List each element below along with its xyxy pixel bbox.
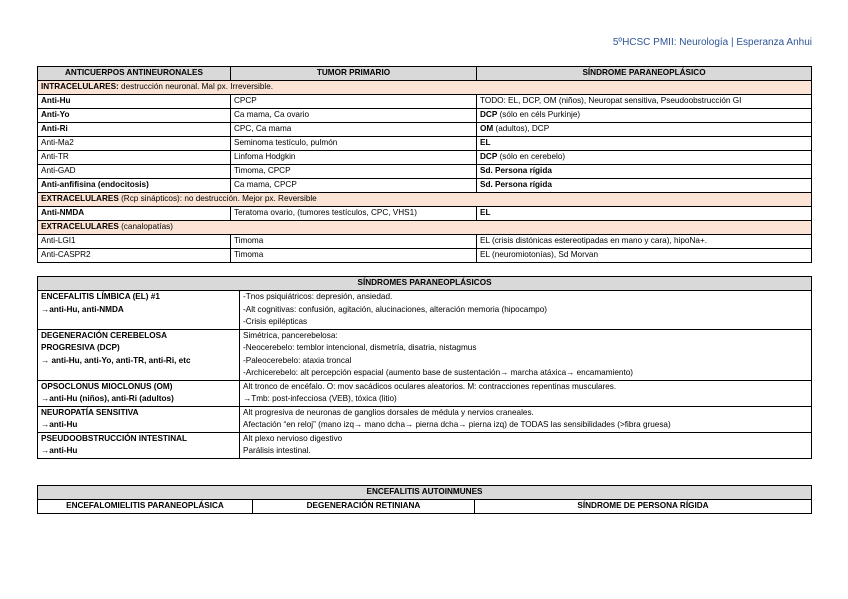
section-label: EXTRACELULARES: [41, 194, 119, 203]
table-row: [38, 109, 812, 123]
syndrome-desc-line: →Tmb: post-infecciosa (VEB), tóxica (litio): [243, 394, 397, 403]
syndrome-desc-line: -Paleocerebelo: ataxia troncal: [243, 355, 352, 365]
antibody-cell: Anti-Ma2: [38, 137, 231, 151]
tumor-cell: Seminoma testículo, pulmón: [231, 137, 477, 151]
syndrome-desc-line: Alt tronco de encéfalo. O: mov sacádicos oculares aleatorios. M: contracciones repentinas musculares.: [243, 381, 617, 391]
syndrome-desc-line: Alt progresiva de neuronas de ganglios dorsales de médula y nervios craneales.: [243, 407, 534, 417]
col-retinal-degeneration: DEGENERACIÓN RETINIANA: [253, 500, 475, 514]
antibody-cell: Anti-CASPR2: [38, 249, 231, 263]
antibody-cell: Anti-GAD: [38, 165, 231, 179]
table-row: [38, 165, 812, 179]
table-header-row: [38, 486, 812, 500]
syndrome-desc-cell: [240, 291, 812, 330]
syndrome-name-cell: [38, 291, 240, 330]
syndrome-desc-line: -Crisis epilépticas: [243, 317, 308, 326]
autoimmune-header: ENCEFALITIS AUTOINMUNES: [38, 486, 812, 500]
syndrome-bold: EL: [480, 208, 491, 217]
syndrome-desc-line: -Archicerebelo: alt percepción espacial (aumento base de sustentación→ marcha atáxica→ encamamiento): [243, 368, 634, 377]
table-row: [38, 207, 812, 221]
syndrome-desc-line: -Alt cognitivas: confusión, agitación, alucinaciones, alteración memoria (hipocampo): [243, 304, 548, 314]
table-header-row: [38, 277, 812, 291]
tumor-cell: Ca mama, CPCP: [231, 179, 477, 193]
syndrome-name-line: →anti-Hu: [41, 446, 78, 455]
tumor-cell: Timoma, CPCP: [231, 165, 477, 179]
autoimmune-encephalitis-table: [37, 485, 812, 514]
syndrome-name-line: PSEUDOOBSTRUCCIÓN INTESTINAL: [41, 433, 188, 443]
table-row: [38, 432, 812, 458]
tumor-cell: CPCP: [231, 95, 477, 109]
section-row: [38, 193, 812, 207]
syndrome-desc-cell: [240, 406, 812, 432]
syndrome-desc-line: Afectación “en reloj” (mano izq→ mano dcha→ pierna dcha→ pierna izq) de TODAS las sensibilidades (>fibra gruesa): [243, 420, 671, 429]
section-title: [38, 221, 812, 235]
table-row: [38, 406, 812, 432]
syndrome-text: EL (crisis distónicas estereotipadas en mano y cara), hipoNa+.: [480, 236, 708, 245]
syndrome-bold: EL: [480, 138, 491, 147]
syndrome-cell: [477, 207, 812, 221]
section-row: [38, 221, 812, 235]
table-row: [38, 179, 812, 193]
antibody-cell: Anti-Hu: [38, 95, 231, 109]
syndrome-cell: [477, 165, 812, 179]
section-description: (canalopatías): [118, 222, 173, 231]
syndrome-name-line: →anti-Hu: [41, 420, 78, 429]
section-title: [38, 193, 812, 207]
table-row: [38, 95, 812, 109]
antibody-cell: Anti-TR: [38, 151, 231, 165]
syndrome-desc-line: Simétrica, pancerebelosa:: [243, 330, 338, 340]
syndrome-name-line: → anti-Hu, anti-Yo, anti-TR, anti-Ri, etc: [41, 355, 191, 365]
table-row: [38, 123, 812, 137]
syndrome-name-cell: [38, 406, 240, 432]
table-row: [38, 500, 812, 514]
table-row: [38, 137, 812, 151]
table-header-row: [38, 67, 812, 81]
tumor-cell: Ca mama, Ca ovario: [231, 109, 477, 123]
syndrome-text: (adultos), DCP: [493, 124, 550, 133]
syndrome-bold: OM: [480, 124, 494, 133]
antibody-cell: Anti-NMDA: [38, 207, 231, 221]
tumor-cell: Linfoma Hodgkin: [231, 151, 477, 165]
syndrome-name-line: OPSOCLONUS MIOCLONUS (OM): [41, 381, 173, 391]
page-header: 5ºHCSC PMII: Neurología | Esperanza Anhui: [612, 37, 812, 48]
syndrome-cell: [477, 249, 812, 263]
syndrome-text: EL (neuromiotonías), Sd Morvan: [480, 250, 599, 259]
syndrome-desc-cell: [240, 432, 812, 458]
syndrome-cell: [477, 151, 812, 165]
syndrome-cell: [477, 235, 812, 249]
antibody-cell: Anti-anfifisina (endocitosis): [38, 179, 231, 193]
header-tumor: TUMOR PRIMARIO: [231, 67, 477, 81]
syndrome-bold: Sd. Persona rígida: [480, 180, 552, 189]
section-title: [38, 81, 812, 95]
syndrome-name-line: PROGRESIVA (DCP): [41, 343, 120, 352]
syndrome-cell: [477, 137, 812, 151]
syndrome-desc-line: -Tnos psiquiátricos: depresión, ansiedad.: [243, 292, 393, 301]
tumor-cell: Teratoma ovario, (tumores testículos, CPC, VHS1): [231, 207, 477, 221]
antibody-cell: Anti-Yo: [38, 109, 231, 123]
col-encephalomyelitis: ENCEFALOMIELITIS PARANEOPLÁSICA: [38, 500, 253, 514]
syndrome-name-line: →anti-Hu, anti-NMDA: [41, 304, 124, 314]
syndrome-desc-cell: [240, 380, 812, 406]
table-row: [38, 249, 812, 263]
syndrome-cell: [477, 123, 812, 137]
table-row: [38, 380, 812, 406]
paraneoplastic-syndromes-table: [37, 276, 812, 459]
section-row: [38, 81, 812, 95]
tumor-cell: Timoma: [231, 235, 477, 249]
syndrome-cell: [477, 179, 812, 193]
syndrome-desc-line: Alt plexo nervioso digestivo: [243, 433, 343, 443]
tumor-cell: CPC, Ca mama: [231, 123, 477, 137]
syndrome-bold: DCP: [480, 110, 498, 119]
header-antibodies: ANTICUERPOS ANTINEURONALES: [38, 67, 231, 81]
antibodies-table: [37, 66, 812, 263]
syndrome-text: (sólo en cerebelo): [497, 152, 566, 161]
syndrome-name-cell: [38, 432, 240, 458]
syndrome-name-line: DEGENERACIÓN CEREBELOSA: [41, 330, 168, 340]
syndrome-name-cell: [38, 380, 240, 406]
syndrome-desc-line: Parálisis intestinal.: [243, 446, 311, 455]
table-row: [38, 235, 812, 249]
syndrome-cell: [477, 95, 812, 109]
syndrome-bold: Sd. Persona rígida: [480, 166, 552, 175]
section-label: INTRACELULARES:: [41, 82, 119, 91]
antibody-cell: Anti-Ri: [38, 123, 231, 137]
syndrome-bold: DCP: [480, 152, 498, 161]
antibody-cell: Anti-LGI1: [38, 235, 231, 249]
section-label: EXTRACELULARES: [41, 222, 119, 231]
syndrome-text: TODO: EL, DCP, OM (niños), Neuropat sensitiva, Pseudoobstrucción GI: [480, 96, 742, 105]
syndromes-header: SÍNDROMES PARANEOPLÁSICOS: [38, 277, 812, 291]
table-row: [38, 151, 812, 165]
table-row: [38, 291, 812, 330]
col-stiff-person: SÍNDROME DE PERSONA RÍGIDA: [475, 500, 812, 514]
syndrome-name-line: NEUROPATÍA SENSITIVA: [41, 407, 139, 417]
header-syndrome: SÍNDROME PARANEOPLÁSICO: [477, 67, 812, 81]
syndrome-desc-cell: [240, 329, 812, 380]
section-description: (Rcp sinápticos): no destrucción. Mejor px. Reversible: [118, 194, 317, 203]
syndrome-cell: [477, 109, 812, 123]
syndrome-name-line: ENCEFALITIS LÍMBICA (EL) #1: [41, 292, 160, 301]
syndrome-text: (sólo en céls Purkinje): [497, 110, 581, 119]
table-row: [38, 329, 812, 380]
syndrome-desc-line: -Neocerebelo: temblor intencional, dismetría, disatria, nistagmus: [243, 343, 477, 352]
tumor-cell: Timoma: [231, 249, 477, 263]
syndrome-name-line: →anti-Hu (niños), anti-Ri (adultos): [41, 394, 174, 403]
section-description: destrucción neuronal. Mal px. Irreversible.: [118, 82, 274, 91]
syndrome-name-cell: [38, 329, 240, 380]
